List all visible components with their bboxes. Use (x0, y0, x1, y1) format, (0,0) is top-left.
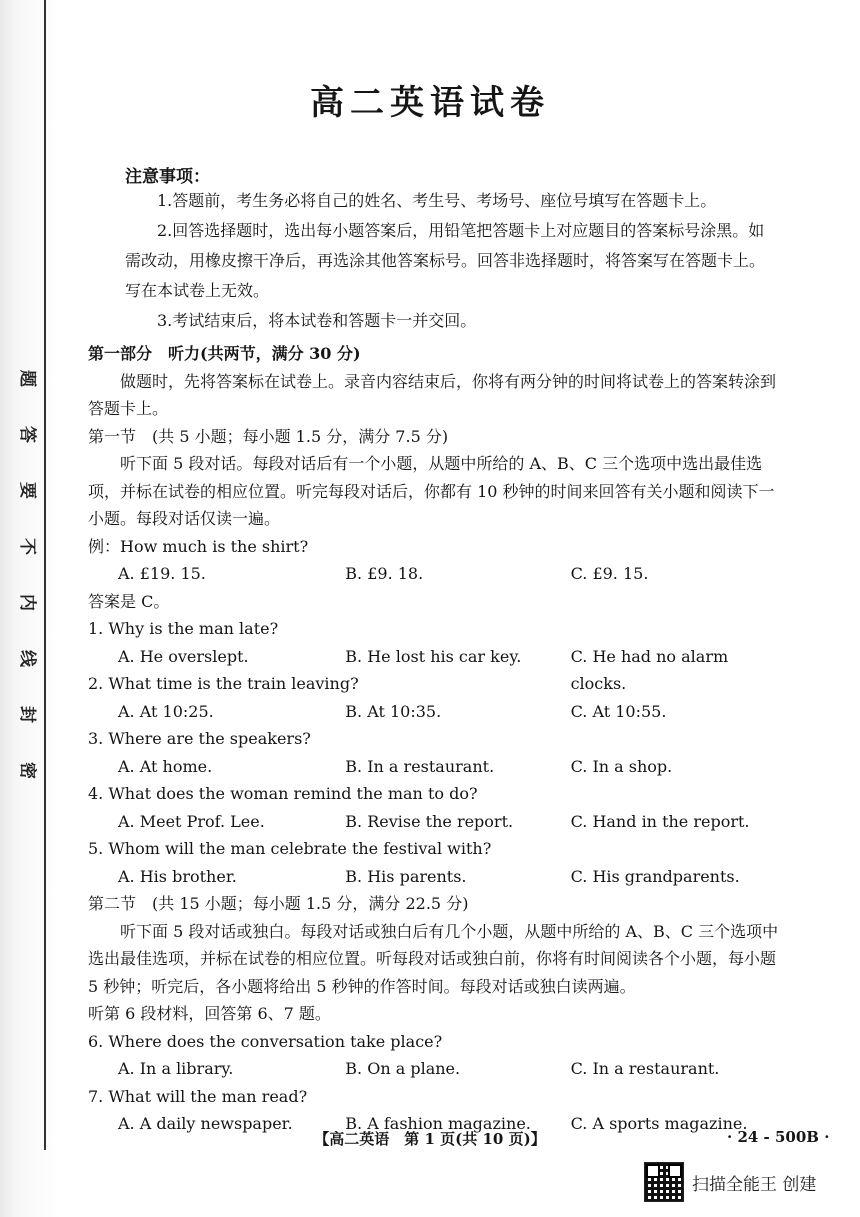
seal-char: 题 (16, 370, 37, 387)
option-c: C. A sports magazine. (570, 1114, 748, 1133)
watermark-text: 扫描全能王 创建 (692, 1174, 817, 1195)
option-c: C. He had no alarm clocks. (570, 646, 729, 693)
option-b: B. Revise the report. (345, 811, 514, 831)
seal-char: 封 (16, 706, 37, 723)
exam-content (88, 340, 788, 1138)
option-b: B. His parents. (345, 866, 467, 886)
qr-code-icon (644, 1162, 684, 1202)
binding-line (44, 0, 46, 1150)
notice-block (125, 186, 765, 336)
option-b: B. He lost his car key. (345, 646, 522, 666)
question-options (88, 698, 788, 726)
paper-code: · 24 - 500B · (727, 1128, 830, 1146)
question-options (88, 1055, 788, 1083)
option-c: C. In a restaurant. (570, 1059, 720, 1078)
section1-intro: 听下面 5 段对话。每段对话后有一个小题，从题中所给的 A、B、C 三个选项中选出最佳选项，并标在试卷的相应位置。听完每段对话后，你都有 10 秒钟的时间来回答有关小题和阅读下一小题。每段对话仅读一遍。 (88, 454, 775, 528)
option-b: B. In a restaurant. (345, 756, 495, 776)
option-c: C. £9. 15. (570, 564, 649, 583)
question: 7. What will the man read? (88, 1086, 308, 1106)
question: 5. Whom will the man celebrate the festival with? (88, 839, 492, 858)
question: 1. Why is the man late? (88, 619, 279, 638)
option-a: A. At 10:25. (118, 701, 214, 721)
option-c: C. Hand in the report. (570, 811, 750, 831)
seal-char: 内 (16, 594, 37, 611)
notice-item: 1.答题前，考生务必将自己的姓名、考生号、考场号、座位号填写在答题卡上。 (157, 191, 717, 210)
option-c: C. In a shop. (570, 756, 673, 776)
section2-heading: 第二节 (共 15 小题；每小题 1.5 分，满分 22.5 分) (88, 894, 469, 913)
option-b: B. £9. 18. (345, 564, 424, 583)
notice-item: 2.回答选择题时，选出每小题答案后，用铅笔把答题卡上对应题目的答案标号涂黑。如需改动，用橡皮擦干净后，再选涂其他答案标号。回答非选择题时，将答案写在答题卡上。写在本试卷上无效。 (125, 221, 766, 300)
example-answer: 答案是 C。 (88, 591, 170, 611)
question-options (88, 863, 788, 891)
option-c: C. At 10:55. (570, 701, 667, 721)
option-c: C. His grandparents. (570, 866, 740, 886)
seal-line-notice (12, 370, 40, 779)
option-b: B. A fashion magazine. (345, 1114, 531, 1133)
option-a: A. A daily newspaper. (118, 1114, 293, 1133)
option-a: A. Meet Prof. Lee. (118, 811, 265, 831)
part1-intro: 做题时，先将答案标在试卷上。录音内容结束后，你将有两分钟的时间将试卷上的答案转涂到答题卡上。 (88, 371, 777, 418)
question-options (88, 808, 788, 836)
section2-intro: 听下面 5 段对话或独白。每段对话或独白后有几个小题，从题中所给的 A、B、C 三个选项中选出最佳选项，并标在试卷的相应位置。听每段对话或独白前，你将有时间阅读各个小题，每小题 5 秒钟；听完后，各小题将给出 5 秒钟的作答时间。每段对话或独白读两遍。 (88, 921, 779, 996)
option-a: A. £19. 15. (118, 564, 206, 583)
part1-heading: 第一部分 听力(共两节，满分 30 分) (88, 344, 361, 363)
page-footer (0, 1128, 860, 1152)
notice-item: 3.考试结束后，将本试卷和答题卡一并交回。 (157, 311, 477, 330)
option-b: B. On a plane. (345, 1059, 461, 1078)
question: 4. What does the woman remind the man to do? (88, 784, 478, 803)
question: 6. Where does the conversation take place? (88, 1031, 443, 1051)
seal-char: 不 (16, 538, 37, 555)
option-a: A. He overslept. (118, 646, 249, 666)
notice-heading: 注意事项： (125, 167, 210, 187)
exam-title: 高二英语试卷 (310, 83, 550, 123)
seal-char: 线 (16, 650, 37, 667)
option-a: A. In a library. (118, 1059, 234, 1078)
option-a: A. His brother. (118, 866, 237, 886)
seal-char: 要 (16, 482, 37, 499)
material-note: 听第 6 段材料，回答第 6、7 题。 (88, 1004, 331, 1023)
example-options (88, 560, 788, 588)
seal-char: 答 (16, 426, 37, 443)
example-question: 例：How much is the shirt? (88, 536, 309, 556)
option-b: B. At 10:35. (345, 701, 442, 721)
section1-heading: 第一节 (共 5 小题；每小题 1.5 分，满分 7.5 分) (88, 426, 449, 446)
question: 3. Where are the speakers? (88, 729, 311, 748)
question: 2. What time is the train leaving? (88, 674, 359, 693)
page-number: 【高二英语 第 1 页(共 10 页)】 (314, 1130, 546, 1148)
scanner-watermark (644, 1162, 816, 1202)
question-options (88, 753, 788, 781)
option-a: A. At home. (118, 756, 213, 776)
seal-char: 密 (16, 762, 37, 779)
